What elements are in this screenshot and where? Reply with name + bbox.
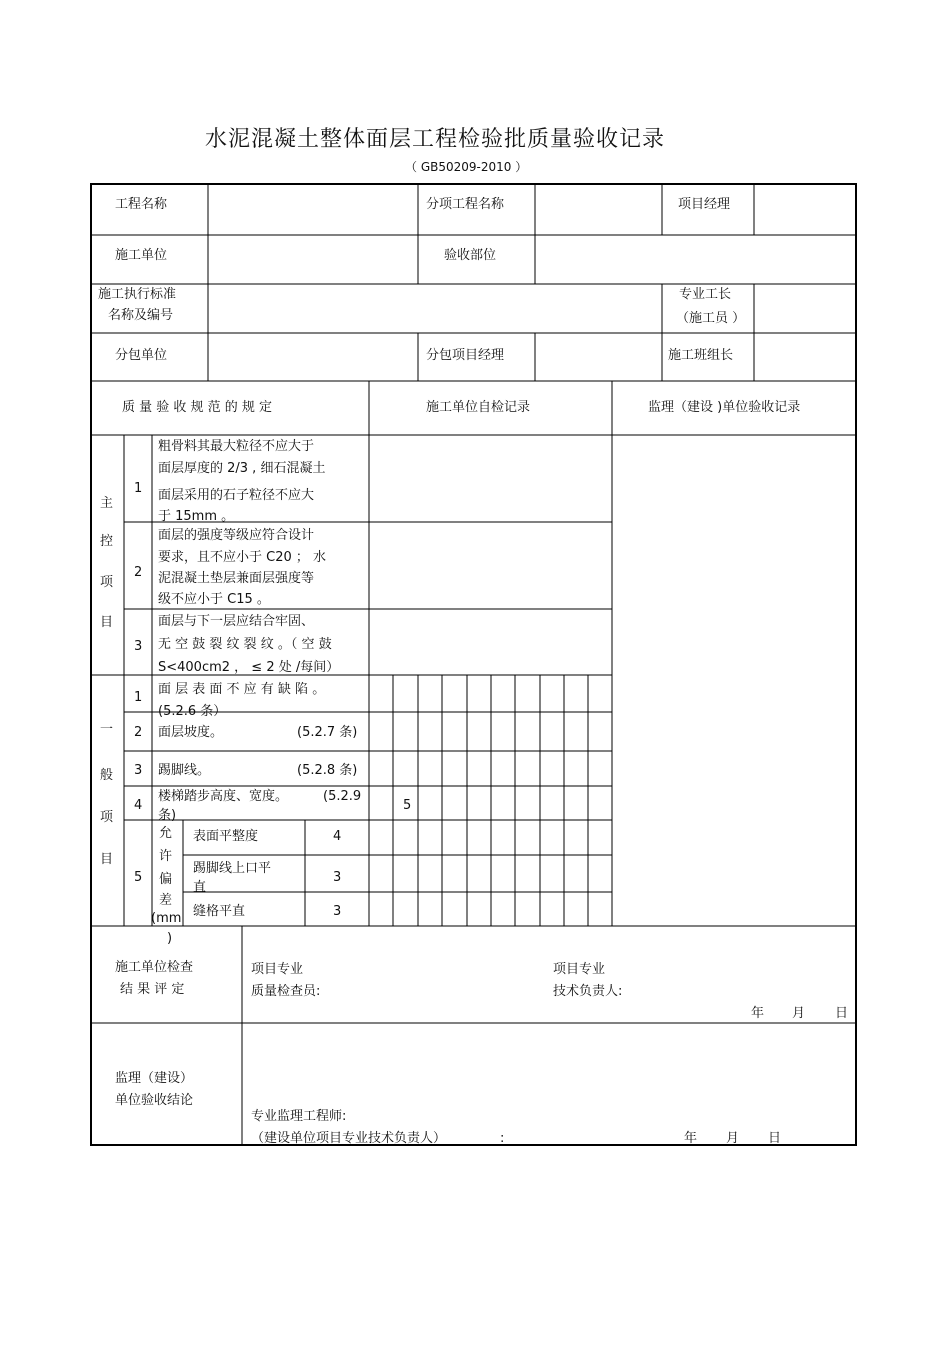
tolerance-row-2-name-1: 踢脚线上口平 [193, 861, 272, 876]
tolerance-char-6: ) [167, 931, 173, 946]
spec-column-header: 质 量 验 收 规 范 的 规 定 [122, 400, 273, 415]
main-item-1-line-4: 于 15mm 。 [158, 509, 235, 524]
tolerance-row-2-name-2: 直 [193, 880, 207, 895]
general-item-2-no: 2 [134, 725, 143, 740]
tolerance-row-1-name: 表面平整度 [193, 829, 259, 844]
general-item-1-line-1: 面 层 表 面 不 应 有 缺 陷 。 [158, 682, 326, 697]
engineer-colon: : [500, 1131, 505, 1146]
project-manager-label: 项目经理 [678, 197, 731, 212]
main-control-char-3: 项 [100, 575, 114, 590]
qc-label-1: 项目专业 [251, 962, 304, 977]
general-item-4-text: 楼梯踏步高度、宽度。 [158, 789, 289, 804]
tech-label-1: 项目专业 [553, 962, 606, 977]
main-control-char-1: 主 [100, 496, 114, 511]
general-item-1-no: 1 [134, 690, 143, 705]
supervision-month-label: 月 [726, 1131, 740, 1146]
inspection-part-label: 验收部位 [444, 248, 497, 263]
engineer-label-2: （建设单位项目专业技术负责人） [251, 1131, 447, 1146]
qc-label-2: 质量检查员: [251, 984, 321, 999]
general-char-3: 项 [100, 810, 114, 825]
tech-label-2: 技术负责人: [553, 984, 623, 999]
project-name-label: 工程名称 [115, 197, 168, 212]
main-item-3-line-3: S<400cm2 ， ≤ 2 处 /每间） [158, 660, 340, 675]
sub-project-label: 分项工程名称 [426, 197, 505, 212]
construction-check-label-2: 结 果 评 定 [120, 982, 185, 997]
sub-manager-label: 分包项目经理 [426, 348, 505, 363]
self-check-column-header: 施工单位自检记录 [426, 400, 531, 415]
main-control-char-2: 控 [100, 534, 114, 549]
supervision-label-1: 监理（建设） [115, 1071, 194, 1086]
general-char-1: 一 [100, 722, 114, 737]
general-item-2-text: 面层坡度。 [158, 725, 224, 740]
foreman-label-1: 专业工长 [679, 287, 732, 302]
tolerance-row-3-name: 缝格平直 [193, 904, 246, 919]
page-title: 水泥混凝土整体面层工程检验批质量验收记录 [204, 127, 665, 152]
tolerance-char-4: 差 [159, 893, 173, 908]
main-item-2-no: 2 [134, 565, 143, 580]
check-year-label: 年 [751, 1006, 765, 1021]
main-item-2-line-1: 面层的强度等级应符合设计 [158, 528, 315, 543]
general-item-4-clause-2: 条) [158, 808, 177, 823]
tolerance-no: 5 [134, 870, 143, 885]
main-item-3-no: 3 [134, 639, 143, 654]
tolerance-char-3: 偏 [159, 872, 173, 887]
main-item-2-line-2: 要求，且不应小于 C20 ； 水 [158, 550, 327, 565]
engineer-label-1: 专业监理工程师: [251, 1109, 347, 1124]
main-item-1-no: 1 [134, 481, 143, 496]
standard-label-1: 施工执行标准 [98, 287, 177, 302]
main-item-3-line-2: 无 空 鼓 裂 纹 裂 纹 。（ 空 鼓 [158, 637, 332, 652]
general-item-3-no: 3 [134, 763, 143, 778]
general-item-4-value: 5 [403, 798, 412, 813]
check-month-label: 月 [792, 1006, 806, 1021]
team-leader-label: 施工班组长 [668, 348, 734, 363]
supervision-year-label: 年 [684, 1131, 698, 1146]
main-item-2-line-4: 级不应小于 C15 。 [158, 592, 270, 607]
general-char-2: 般 [100, 768, 114, 783]
supervision-column-header: 监理（建设 )单位验收记录 [648, 400, 801, 415]
supervision-label-2: 单位验收结论 [115, 1093, 194, 1108]
tolerance-char-5: (mm [151, 911, 182, 926]
main-control-char-4: 目 [100, 615, 114, 630]
construction-unit-label: 施工单位 [115, 248, 168, 263]
tolerance-char-2: 许 [159, 849, 173, 864]
general-item-4-no: 4 [134, 798, 143, 813]
tolerance-row-1-value: 4 [333, 829, 342, 844]
general-item-3-clause: (5.2.8 条) [297, 763, 358, 778]
general-item-3-text: 踢脚线。 [158, 763, 211, 778]
standard-label-2: 名称及编号 [108, 308, 174, 323]
main-item-2-line-3: 泥混凝土垫层兼面层强度等 [158, 571, 315, 586]
foreman-label-2: （施工员 ） [676, 311, 746, 326]
standard-code: （ GB50209-2010 ） [405, 160, 528, 174]
tolerance-row-3-value: 3 [333, 904, 342, 919]
general-item-2-clause: (5.2.7 条) [297, 725, 358, 740]
check-day-label: 日 [835, 1006, 849, 1021]
main-item-3-line-1: 面层与下一层应结合牢固、 [158, 614, 315, 629]
general-char-4: 目 [100, 852, 114, 867]
supervision-day-label: 日 [768, 1131, 782, 1146]
general-item-1-line-2: (5.2.6 条） [158, 704, 227, 719]
tolerance-row-2-value: 3 [333, 870, 342, 885]
main-item-1-line-3: 面层采用的石子粒径不应大 [158, 488, 315, 503]
construction-check-label-1: 施工单位检查 [115, 960, 194, 975]
main-item-1-line-2: 面层厚度的 2/3 , 细石混凝土 [158, 461, 326, 476]
general-item-4-clause-1: (5.2.9 [323, 789, 362, 804]
subcontractor-label: 分包单位 [115, 348, 168, 363]
main-item-1-line-1: 粗骨料其最大粒径不应大于 [158, 439, 315, 454]
tolerance-char-1: 允 [159, 826, 173, 841]
